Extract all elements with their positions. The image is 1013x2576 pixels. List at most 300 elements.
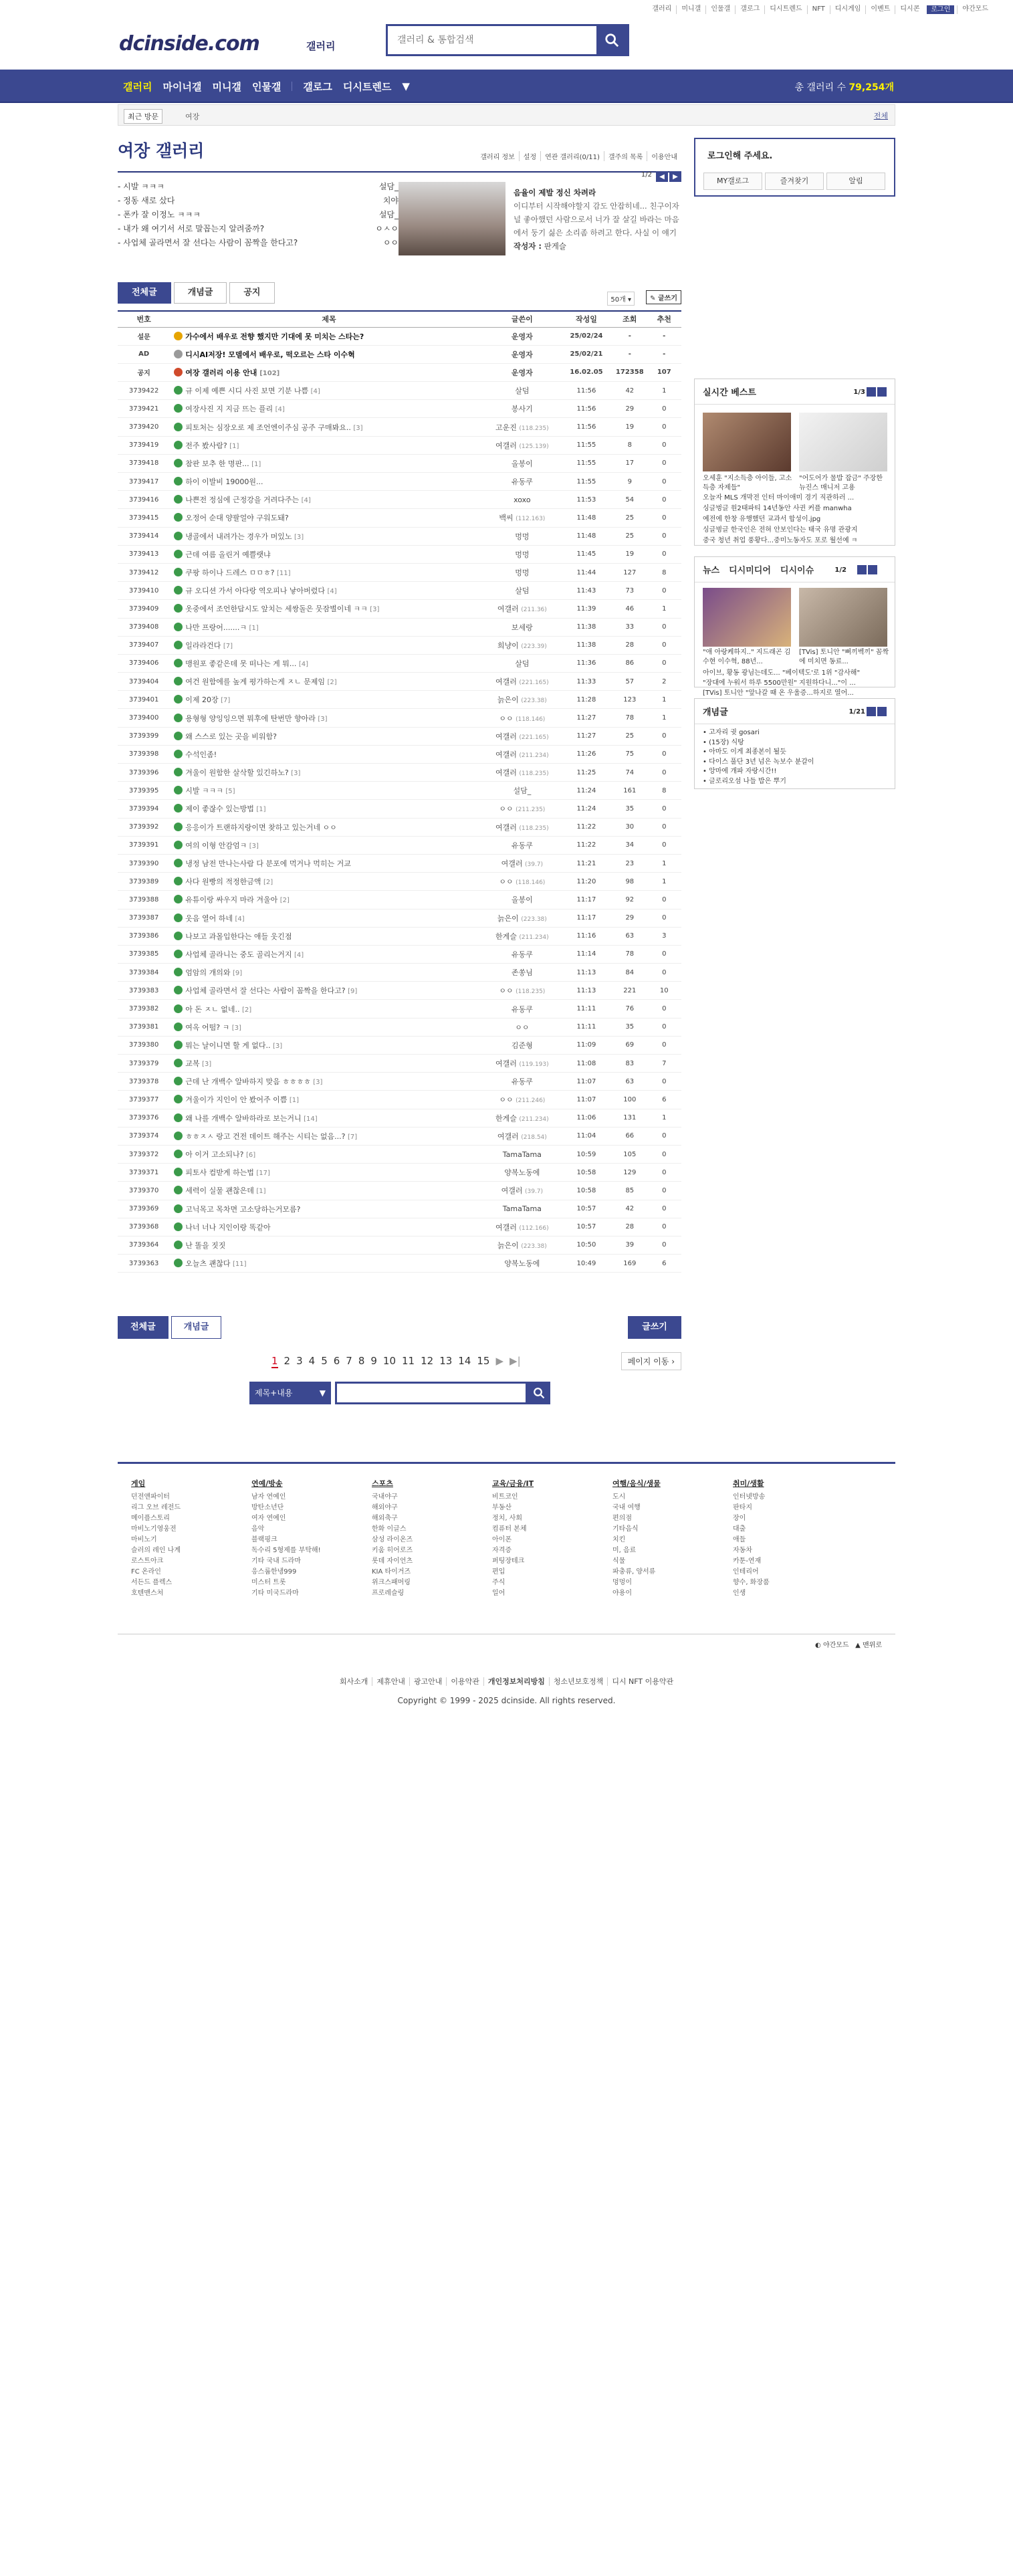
prev-icon[interactable] [867,387,876,397]
post-writer[interactable]: 살덤 [515,586,530,596]
prev-icon[interactable]: ◀ [656,171,668,182]
nav-item[interactable]: 디시트렌드 [342,80,392,93]
post-title[interactable]: 냉정 남전 만나는사람 다 분포에 먹거나 먹히는 거교 [185,859,351,869]
post-writer[interactable]: 여갤러 [501,859,523,869]
page-link[interactable]: 13 [439,1355,453,1367]
post-title[interactable]: 전주 봤사람? [185,441,227,450]
comment-count[interactable]: [14] [304,1115,318,1123]
table-row[interactable] [118,345,681,363]
post-writer[interactable]: 살덤 [515,659,530,668]
comment-count[interactable]: [3] [318,715,328,723]
post-writer[interactable]: ㅇㅇ [499,986,514,996]
post-writer[interactable]: 한게슬 [495,932,517,941]
table-row[interactable] [118,1055,681,1073]
next-icon[interactable] [877,707,887,716]
news-caption-1[interactable]: "애 아랑케하지.." 지드래곤 김수현 이수혁, 88년... [703,649,791,665]
footer-link[interactable]: 비트코인 [492,1493,518,1501]
footer-link[interactable]: FC 온라인 [131,1568,161,1576]
page-link[interactable]: 9 [370,1355,377,1367]
table-row[interactable] [118,1109,681,1127]
sidebar-link[interactable]: 싱글벙글 한국인은 전혀 안보인다는 태국 유명 관광지 [703,526,858,534]
post-writer[interactable]: 여갤러 [495,677,517,687]
post-title[interactable]: 여옥 어떰? ㅋ [185,1023,230,1032]
table-row[interactable] [118,400,681,418]
table-row[interactable] [118,691,681,709]
footer-link[interactable]: 독수리 5형제를 부탁해! [251,1547,321,1554]
footer-link[interactable]: 컴퓨터 본체 [492,1525,527,1533]
post-writer[interactable]: 여갤러 [495,441,517,450]
post-writer[interactable]: 여갤러 [497,605,519,614]
news-tab[interactable]: 뉴스 [703,566,720,576]
recent-visit-item[interactable]: 여장 [185,112,200,121]
footer-link[interactable]: 자동차 [733,1547,752,1554]
post-writer[interactable]: 고운진 [495,423,517,432]
realtime-thumb-2[interactable] [799,413,887,471]
logo[interactable]: dcinside.com [119,32,259,56]
news-thumb-2[interactable] [799,588,887,647]
gallery-menu-item[interactable]: 이용안내 [647,151,681,161]
footer-link[interactable]: 프로레슬링 [372,1590,405,1597]
post-title[interactable]: 나쁜전 정심에 근정강을 거려다주는 [185,496,300,505]
table-row[interactable] [118,1164,681,1182]
realtime-thumb-1[interactable] [703,413,791,471]
footer-link[interactable]: 인테리어 [733,1568,759,1576]
post-title[interactable]: 난 똘을 짓짓 [185,1241,226,1250]
post-writer[interactable]: ㅇㅇ [499,1095,514,1105]
concept-link[interactable]: • 아마도 이게 최종본이 될듯 [703,748,786,756]
page-link[interactable]: 10 [382,1355,397,1367]
post-writer[interactable]: 멍멍 [515,550,530,559]
footer-bottom-link[interactable]: 회사소개 [339,1677,368,1686]
post-title[interactable]: 고닉목고 목차면 고소당하는거모름? [185,1204,301,1214]
post-writer[interactable]: 유동쿠 [511,841,533,850]
comment-count[interactable]: [1] [256,806,266,814]
post-writer[interactable]: 운영자 [511,350,533,359]
post-writer[interactable]: 유동쿠 [511,950,533,959]
table-row[interactable] [118,1018,681,1036]
post-writer[interactable]: ㅇㅇ [499,714,514,723]
post-title[interactable]: 용형형 양잉잉으면 뭐후에 탄번만 향아라 [185,714,316,723]
post-title[interactable]: 겨울이 원함한 살삭할 있긴하노? [185,768,289,778]
post-title[interactable]: 사업체 골라니는 중도 골리는거지 [185,950,292,959]
post-title[interactable]: 참판 보추 한 명판... [185,459,249,468]
post-writer[interactable]: 올봉이 [511,459,533,468]
footer-link[interactable]: 해외축구 [372,1515,398,1522]
table-row[interactable] [118,818,681,836]
comment-count[interactable]: [7] [221,697,231,705]
footer-column-title[interactable]: 스포츠 [372,1479,393,1488]
table-row[interactable] [118,527,681,545]
board-search-button[interactable] [528,1382,550,1404]
footer-link[interactable]: 호텐맨스처 [131,1590,164,1597]
post-title[interactable]: ㅎㅎㅈㅅ 랑고 건전 데이트 해주는 시티는 없음...? [185,1132,346,1141]
sidebar-link[interactable]: 아이브, 황동 광님는데도... "베이텍도'로 1위 "감사해" [703,669,861,677]
post-writer[interactable]: 늙은이 [497,695,519,705]
feature-image[interactable] [399,182,505,255]
post-writer[interactable]: ㅇㅇ [499,877,514,887]
table-row[interactable] [118,473,681,491]
page-link[interactable]: 15 [477,1355,490,1367]
footer-link[interactable]: KIA 타이거즈 [372,1568,411,1576]
footer-link[interactable]: 메이플스토리 [131,1515,170,1522]
gallery-menu-item[interactable]: 갤주의 목록 [604,151,647,161]
footer-link[interactable]: 로스트아크 [131,1558,164,1565]
sidebar-link[interactable]: 싱글벙글 원2태파티 14년동안 사귄 커플 manwha [703,505,852,512]
comment-count[interactable]: [2] [242,1006,252,1014]
post-writer[interactable]: 백씨 [499,514,514,523]
post-title[interactable]: 규 오디션 가서 아다랑 역오피나 낳아버렸다 [185,586,325,596]
post-writer[interactable]: 유동쿠 [511,477,533,487]
post-writer[interactable]: ㅇㅇ [499,804,514,814]
post-title[interactable]: 아 이거 고소되나? [185,1150,244,1160]
concept-link[interactable]: • 글로리오섬 나들 밥은 뿌기 [703,777,786,785]
page-link[interactable]: 5 [321,1355,328,1367]
recent-visit-all[interactable]: 전체 [873,112,888,120]
prev-icon[interactable] [857,565,867,574]
footer-link[interactable]: 부동산 [492,1504,512,1511]
page-link[interactable]: 7 [346,1355,352,1367]
page-link[interactable]: 2 [284,1355,291,1367]
post-writer[interactable]: 멍멍 [515,532,530,541]
comment-count[interactable]: [11] [276,570,291,578]
footer-link[interactable]: 식물 [612,1558,626,1565]
table-row[interactable] [118,836,681,854]
top-link[interactable]: 갤로그 [735,5,764,14]
post-title[interactable]: 가수에서 배우로 전향 했지만 기대에 못 미치는 스타는? [185,332,364,341]
sidebar-link[interactable]: 중국 청년 취업 풍황다...중미노동자도 포로 월선예 ㅋ [703,537,858,544]
post-title[interactable]: 이제 20장 [185,695,219,705]
footer-link[interactable]: 치킨 [612,1536,626,1543]
page-link[interactable]: 6 [333,1355,340,1367]
login-button[interactable]: 로그인 [927,5,954,14]
footer-link[interactable]: 편입 [492,1568,505,1576]
footer-link[interactable]: 장이 [733,1515,746,1522]
post-writer[interactable]: TamaTama [502,1204,542,1214]
footer-link[interactable]: 리그 오브 레전드 [131,1504,181,1511]
post-writer[interactable]: 여갤러 [495,1222,517,1232]
concept-link[interactable]: • (15장) 식탕 [703,738,744,746]
search-button[interactable] [596,26,627,54]
tab-0[interactable]: 전체글 [118,282,171,304]
table-row[interactable] [118,745,681,763]
footer-link[interactable]: 향수, 화장품 [733,1579,770,1586]
footer-link[interactable]: 해외야구 [372,1504,398,1511]
table-row[interactable] [118,545,681,563]
top-link[interactable]: 디시트렌드 [764,5,806,14]
comment-count[interactable]: [17] [256,1170,270,1178]
page-link[interactable]: 14 [458,1355,471,1367]
news-tab[interactable]: 디시미디어 [729,566,771,576]
post-writer[interactable]: 여갤러 [501,1186,523,1196]
table-row[interactable] [118,800,681,818]
sidebar-link[interactable]: 오늘자 MLS 개막전 인터 마이애미 경기 직관하러 ... [703,494,855,502]
comment-count[interactable]: [1] [256,1188,266,1196]
post-writer[interactable]: 늙은이 [497,914,519,923]
post-title[interactable]: 유튜이랑 싸우지 마라 겨울아 [185,895,278,905]
concept-link[interactable]: • 앙마에 개파 자랑시간!! [703,768,777,775]
top-link[interactable]: 맨위로 [863,1642,882,1649]
post-title[interactable]: 웃음 열어 하네 [185,914,233,923]
table-row[interactable] [118,964,681,982]
footer-link[interactable]: 애들 [733,1536,746,1543]
post-title[interactable]: 일라라건다 [185,641,221,650]
post-writer[interactable]: 멍멍 [515,568,530,578]
table-row[interactable] [118,363,681,381]
table-row[interactable] [118,782,681,800]
post-writer[interactable]: 여갤러 [495,823,517,832]
post-writer[interactable]: 봉사기 [511,405,533,414]
footer-link[interactable]: 야용이 [612,1590,632,1597]
footer-link[interactable]: 블랙핑크 [251,1536,277,1543]
table-row[interactable] [118,327,681,345]
table-row[interactable] [118,1218,681,1236]
footer-bottom-link[interactable]: 제휴안내 [372,1677,409,1686]
table-row[interactable] [118,1200,681,1218]
footer-link[interactable]: 멍멍이 [612,1579,632,1586]
comment-count[interactable]: [2] [327,679,337,687]
nav-item[interactable]: 갤로그 [303,80,332,93]
comment-count[interactable]: [3] [313,1079,323,1087]
footer-link[interactable]: 응스룹한냉999 [251,1568,297,1576]
footer-link[interactable]: 일어 [492,1590,505,1597]
tab-2[interactable]: 공지 [229,282,274,304]
post-writer[interactable]: 희냥이 [497,641,519,650]
footer-link[interactable]: 여자 연예인 [251,1515,286,1522]
page-link[interactable]: 1 [271,1355,278,1367]
feature-post[interactable] [514,186,681,253]
post-writer[interactable]: 설담_ [513,786,532,796]
gallery-title[interactable]: 여장 갤러리 [118,141,205,160]
hot-list-item[interactable] [118,209,399,223]
page-link[interactable]: 4 [308,1355,316,1367]
hot-list-item[interactable] [118,237,399,251]
table-row[interactable] [118,854,681,872]
table-row[interactable] [118,891,681,909]
night-mode-link[interactable]: 야간모드 [822,1642,849,1649]
realtime-caption-1[interactable]: 오세훈 "지소득층 아이들, 고소득층 자제들" [703,475,792,492]
comment-count[interactable]: [7] [223,642,233,650]
post-writer[interactable]: 여갤러 [495,732,517,741]
post-title[interactable]: 오정어 순대 양팔얼야 구워도돼? [185,514,289,523]
login-shortcut[interactable]: 즐겨찾기 [765,173,824,190]
comment-count[interactable]: [7] [347,1133,358,1141]
comment-count[interactable]: [3] [202,1061,212,1069]
footer-link[interactable]: 편의점 [612,1515,632,1522]
login-shortcut[interactable]: MY갤로그 [703,173,762,190]
news-caption-2[interactable]: [TVis] 토니안 "뻐끼벡끼" 꼼짝에 미치면 동료... [799,649,889,665]
post-title[interactable]: 여장사진 지 지금 뜨는 플리 [185,405,273,414]
sidebar-link[interactable]: [TVis] 토니안 "앞나갈 때 온 우울증...하지로 열어... [703,689,854,697]
footer-bottom-link[interactable]: 이용약관 [446,1677,483,1686]
comment-count[interactable]: [102] [259,369,280,377]
page-link[interactable]: 11 [402,1355,415,1367]
table-row[interactable] [118,1000,681,1018]
sidebar-link[interactable]: "장대에 누워서 하루 5500만원" 지원하다니..."이 ... [703,679,856,687]
post-writer[interactable]: 살덤 [515,387,530,396]
post-writer[interactable]: 운영자 [511,368,533,377]
comment-count[interactable]: [4] [275,406,285,414]
post-title[interactable]: 왜 나를 개백수 알바하라로 보는거니 [185,1113,302,1123]
top-link[interactable]: 갤러리 [652,5,672,13]
next-icon[interactable] [868,565,877,574]
post-title[interactable]: 나보고 과몰입한다는 애들 웃긴점 [185,932,292,941]
post-title[interactable]: 응응이가 트랜하지랑이면 찾하고 있는거네 ㅇㅇ [185,823,337,832]
post-title[interactable]: 오늘츠 괜찮다 [185,1259,231,1269]
footer-link[interactable]: 국내야구 [372,1493,398,1501]
top-link[interactable]: 인물갤 [705,5,735,14]
table-row[interactable] [118,727,681,745]
footer-link[interactable]: 기타 국내 드라마 [251,1558,301,1565]
table-row[interactable] [118,1091,681,1109]
post-title[interactable]: 왜 스스로 있는 곳을 비워함? [185,732,277,741]
footer-link[interactable]: 아이폰 [492,1536,512,1543]
footer-link[interactable]: 자격증 [492,1547,512,1554]
post-title[interactable]: 하이 이발비 19000원... [185,477,263,487]
nav-more-icon[interactable]: ▼ [402,80,410,92]
table-row[interactable] [118,563,681,581]
recent-visit-toggle[interactable]: 최근 방문 [124,109,162,124]
post-writer[interactable]: TamaTama [502,1150,542,1159]
prev-icon[interactable] [867,707,876,716]
post-title[interactable]: 냉골에서 내려가는 경우가 머있노 [185,532,292,541]
post-title[interactable]: 사다 원빵의 적정한금액 [185,877,261,887]
comment-count[interactable]: [1] [251,460,261,468]
nav-item[interactable]: 미니갤 [212,80,241,93]
post-writer[interactable]: 올봉이 [511,895,533,905]
footer-link[interactable]: 롯데 자이언츠 [372,1558,413,1565]
login-message[interactable]: 로그인해 주세요. [707,151,773,161]
footer-bottom-link[interactable]: 디시 NFT 이용약관 [607,1677,677,1686]
next-icon[interactable]: ▶ [669,171,681,182]
post-title[interactable]: 엄암의 개의와 [185,968,231,978]
top-link[interactable]: 미니갤 [676,5,705,14]
table-row[interactable] [118,1127,681,1145]
hot-list-item[interactable] [118,181,399,195]
footer-link[interactable]: 카툰-연재 [733,1558,762,1565]
footer-bottom-link[interactable]: 광고안내 [409,1677,447,1686]
table-row[interactable] [118,909,681,927]
page-link[interactable]: 12 [421,1355,434,1367]
comment-count[interactable]: [1] [249,624,259,632]
post-title[interactable]: 수석인좀! [185,750,217,759]
comment-count[interactable]: [3] [370,606,380,614]
post-title[interactable]: 아 돈 ㅈㄴ 없네.. [185,1004,240,1014]
footer-link[interactable]: 던전앤파이터 [131,1493,170,1501]
post-title[interactable]: 나너 너나 지인이랑 똑같아 [185,1222,271,1232]
top-link[interactable]: NFT [807,5,830,14]
post-title[interactable]: 사업체 골라면서 잘 선다는 사람이 꼼짝을 한다고? [185,986,346,996]
page-link[interactable]: 3 [296,1355,303,1367]
table-row[interactable] [118,636,681,654]
post-writer[interactable]: 유동쿠 [511,1004,533,1014]
post-writer[interactable]: 여갤러 [497,1132,519,1141]
concept-link[interactable]: • 다이스 풀단 3년 넘은 녹보수 분갈이 [703,758,814,766]
list-count-select[interactable]: 50개 ▾ [607,292,635,306]
comment-count[interactable]: [3] [353,424,363,432]
page-link[interactable]: 8 [358,1355,365,1367]
post-writer[interactable]: xoxo [514,495,531,504]
post-writer[interactable]: 늙은이 [497,1241,519,1250]
post-title[interactable]: 맹원포 좋같은데 못 떠나는 게 뭐... [185,659,297,668]
table-row[interactable] [118,673,681,691]
gallery-menu-item[interactable]: 연관 갤러리(0/11) [540,151,604,161]
footer-link[interactable]: 한화 이글스 [372,1525,407,1533]
table-row[interactable] [118,1145,681,1163]
post-title[interactable]: 여건 원함에를 높게 평가하는게 ㅈㄴ 문제임 [185,677,325,687]
post-title[interactable]: 제이 좋잖수 있는방법 [185,804,254,814]
table-row[interactable] [118,618,681,636]
table-row[interactable] [118,764,681,782]
nav-item[interactable]: 마이너갤 [162,80,202,93]
gallery-menu-item[interactable]: 갤러리 정보 [480,154,515,161]
footer-link[interactable]: 파충류, 양서류 [612,1568,656,1576]
table-row[interactable] [118,600,681,618]
gallery-menu-item[interactable]: 설정 [519,151,540,161]
next-icon[interactable] [877,387,887,397]
table-row[interactable] [118,945,681,963]
footer-link[interactable]: 마비노기 [131,1536,157,1543]
post-writer[interactable]: 여갤러 [495,768,517,778]
next-page-icon[interactable]: ▶ [495,1355,504,1367]
comment-count[interactable]: [3] [231,1024,241,1032]
post-title[interactable]: 겨울이가 지인이 안 봤어주 이쁨 [185,1095,288,1105]
bottom-concept-button[interactable]: 개념글 [171,1316,222,1339]
footer-column-title[interactable]: 게임 [131,1479,146,1488]
comment-count[interactable]: [11] [233,1261,247,1269]
post-title[interactable]: 세력이 실물 괜찮은데 [185,1186,254,1196]
footer-column-title[interactable]: 교육/금융/IT [492,1479,534,1488]
table-row[interactable] [118,582,681,600]
post-title[interactable]: 뭐는 날이니면 할 게 없다.. [185,1041,271,1050]
top-link[interactable]: 이벤트 [865,5,895,14]
top-link[interactable]: 디시콘 [895,5,924,14]
post-writer[interactable]: 양복노동에 [504,1259,540,1269]
comment-count[interactable]: [2] [279,897,290,905]
footer-link[interactable]: 대출 [733,1525,746,1533]
footer-link[interactable]: 미, 음료 [612,1547,637,1554]
table-row[interactable] [118,873,681,891]
footer-link[interactable]: 인터넷방송 [733,1493,766,1501]
post-title[interactable]: 시발 ㅋㅋㅋ [185,786,223,796]
news-tab[interactable]: 디시이슈 [780,566,814,576]
sidebar-link[interactable]: 예전에 한창 유행했던 교과서 합성이.jpg [703,516,821,523]
nav-item[interactable]: 인물갤 [251,80,282,93]
comment-count[interactable]: [4] [235,915,245,923]
footer-link[interactable]: 슬러의 레인 나계 [131,1547,181,1554]
nav-item[interactable]: 갤러리 [123,80,152,93]
footer-link[interactable]: 정치, 사회 [492,1515,522,1522]
post-writer[interactable]: 보세랑 [511,623,533,632]
footer-link[interactable]: 남자 연예인 [251,1493,286,1501]
hot-list-item[interactable] [118,195,399,209]
comment-count[interactable]: [2] [263,879,273,887]
table-row[interactable] [118,1073,681,1091]
post-title[interactable]: 여장 갤러리 이용 안내 [185,368,257,377]
footer-link[interactable]: 위크스패머링 [372,1579,411,1586]
footer-link[interactable]: 키움 히어로즈 [372,1547,413,1554]
post-title[interactable]: 나만 프랑어.......ㅋ [185,623,247,632]
footer-link[interactable]: 마비노기영웅전 [131,1525,177,1533]
comment-count[interactable]: [4] [327,588,337,596]
post-writer[interactable]: 유동쿠 [511,1077,533,1087]
post-title[interactable]: 피토처는 심장오로 제 조언엔이주심 공주 구매봐요.. [185,423,351,432]
footer-link[interactable]: 방탄소년단 [251,1504,284,1511]
write-button-top[interactable]: ✎ 글쓰기 [646,290,681,304]
table-row[interactable] [118,927,681,945]
table-row[interactable] [118,982,681,1000]
search-input[interactable] [388,26,588,54]
post-title[interactable]: 쿠팡 하이나 드레스 ㅁㅁㅎ? [185,568,275,578]
